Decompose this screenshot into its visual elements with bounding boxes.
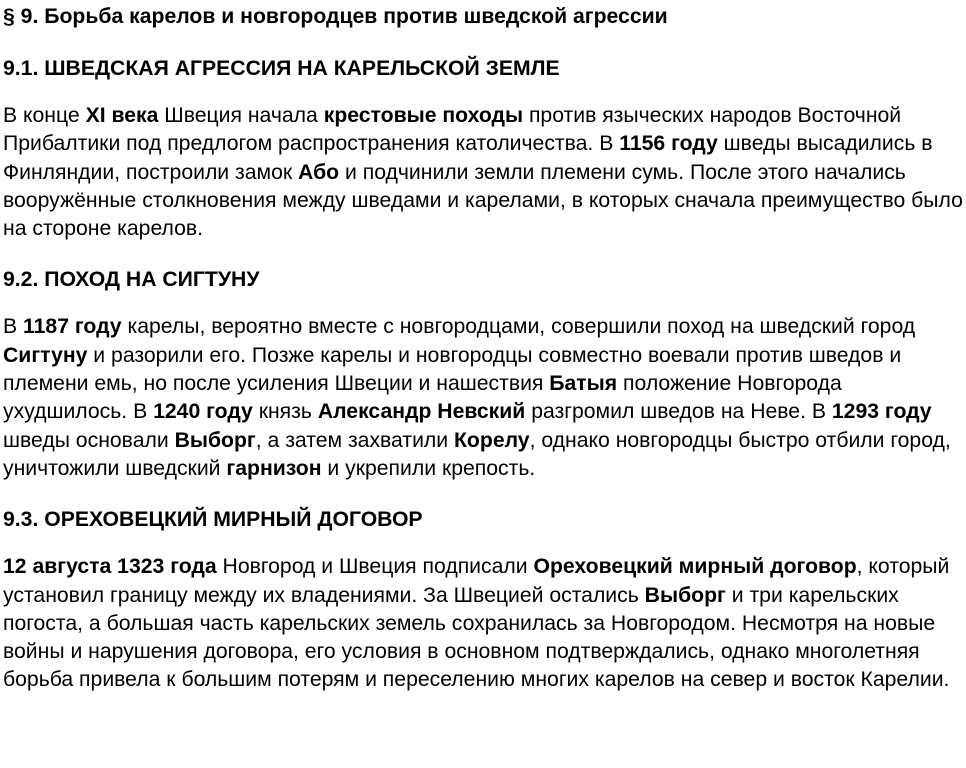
bold-term: 12 августа 1323 года <box>3 555 217 579</box>
bold-term: Батыя <box>549 372 618 396</box>
text-run: разгромил шведов на Неве. В <box>525 400 832 424</box>
section-heading: 9.1. ШВЕДСКАЯ АГРЕССИЯ НА КАРЕЛЬСКОЙ ЗЕМЛЕ <box>3 57 560 80</box>
text-run: , который установил границу между их владениями. За Швецией остались <box>3 555 950 607</box>
bold-term: Сигтуну <box>3 343 88 367</box>
bold-term: Александр Невский <box>317 400 526 424</box>
bold-term: Ореховецкий мирный договор <box>533 555 857 579</box>
section-heading: 9.2. ПОХОД НА СИГТУНУ <box>3 268 260 292</box>
section-swedish-aggression <box>3 54 966 243</box>
text-run: князь <box>252 400 318 424</box>
text-run: и укрепили крепость. <box>321 456 536 480</box>
text-run: , а затем захватили <box>255 428 454 452</box>
text-run: положение Новгорода ухудшилось. В <box>3 372 842 424</box>
bold-term: 1240 году <box>153 400 253 424</box>
text-run: Швеция начала <box>158 104 324 127</box>
section-orekhovets-treaty <box>3 505 966 694</box>
bold-term: гарнизон <box>226 456 322 480</box>
text-run: и разорили его. Позже карелы и новгородцы совместно воевали против шведов и племени емь, но после усиления Швеции и нашествия <box>3 343 902 396</box>
text-run: карелы, вероятно вместе с новгородцами, совершили поход на шведский город <box>121 315 916 339</box>
bold-term: Выборг <box>174 428 256 452</box>
bold-term: Корелу <box>454 428 530 452</box>
bold-term: XI века <box>85 104 159 127</box>
text-run: и подчинили земли племени сумь. После этого начались вооружённые столкновения между шведами и карелами, в которых сначала преимущество было на стороне карелов. <box>3 160 963 241</box>
text-run: Новгород и Швеция подписали <box>216 555 534 579</box>
bold-term: 1156 году <box>619 132 718 156</box>
bold-term: Або <box>298 160 340 184</box>
text-run: , однако новгородцы быстро отбили город, уничтожили шведский <box>3 428 951 480</box>
text-run: шведы высадились в Финляндии, построили замок <box>3 132 933 184</box>
page-title: § 9. Борьба карелов и новгородцев против шведской агрессии <box>3 5 668 28</box>
bold-term: 1187 году <box>23 315 122 339</box>
section-heading: 9.3. ОРЕХОВЕЦКИЙ МИРНЫЙ ДОГОВОР <box>3 508 423 532</box>
section-sigtuna-campaign <box>3 265 966 483</box>
bold-term: крестовые походы <box>323 104 524 127</box>
bold-term: 1293 году <box>831 400 932 424</box>
text-run: шведы основали <box>3 428 175 452</box>
text-run: В конце <box>3 104 86 127</box>
text-run: и три карельских погоста, а большая часть карельских земель сохранилась за Новгородом. Несмотря на новые войны и нарушения договора, его условия в основном подтверждались, однако многолетняя борьба привела к большим потерям и переселению многих карелов на север и восток Карелии. <box>3 583 950 692</box>
text-run: В <box>3 315 24 339</box>
section-paragraph <box>3 553 965 694</box>
section-paragraph <box>3 102 965 243</box>
bold-term: Выборг <box>644 583 726 607</box>
text-run: против языческих народов Восточной Прибалтики под предлогом распространения католичества. В <box>3 104 902 156</box>
section-paragraph <box>3 313 965 483</box>
